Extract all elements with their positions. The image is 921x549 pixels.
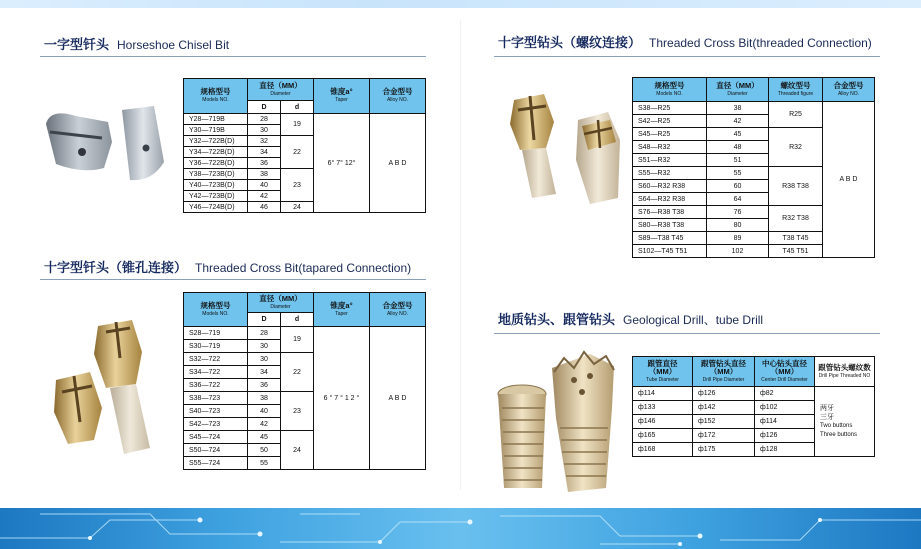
top-banner [0,0,921,8]
cell-model: Y46—724B(D) [184,202,248,213]
cell-pipe: ф142 [693,401,755,415]
cell-d-group: 24 [281,431,314,470]
cell-D: 48 [707,141,769,154]
cell-D: 34 [248,147,281,158]
cell-model: Y40—723B(D) [184,180,248,191]
header-center-diameter: 中心钻头直径 （MM） Center Drill Diameter [755,357,815,387]
cell-thread-group: R25 [769,102,823,128]
cell-model: S42—723 [184,418,248,431]
cell-model: S50—724 [184,444,248,457]
cell-model: S36—722 [184,379,248,392]
header-diameter: 直径（MM） Diameter [248,293,314,313]
cell-d-group: 23 [281,392,314,431]
chisel-title-cn: 一字型钎头 [44,38,110,53]
cell-D: 55 [707,167,769,180]
cell-D: 40 [248,405,281,418]
cell-D: 30 [248,125,281,136]
cell-model: S55—724 [184,457,248,470]
header-alloy: 合金型号 Alloy NO. [370,79,426,114]
cell-model: Y34—722B(D) [184,147,248,158]
cell-pipe: ф152 [693,415,755,429]
cell-model: S51—R32 [633,154,707,167]
cell-D: 80 [707,219,769,232]
chisel-title-rule [40,56,426,57]
chisel-spec-table [183,78,426,213]
cell-model: S34—722 [184,366,248,379]
cell-d-group: 24 [281,202,314,213]
threads-note-line: Three buttons [820,431,858,438]
cell-tube: ф165 [633,429,693,443]
header-taper: 锥度a° Taper [314,293,370,327]
cell-model: S45—R25 [633,128,707,141]
cell-thread-group: T45 T51 [769,245,823,258]
cell-d-group: 23 [281,169,314,202]
header-model: 规格型号 Models NO. [184,293,248,327]
cell-D: 45 [248,431,281,444]
subheader-D: D [248,313,281,327]
cell-d-group: 22 [281,136,314,169]
tapered-section-title [44,257,411,277]
header-diameter: 直径（MM） Diameter [248,79,314,101]
cell-model: S30—719 [184,340,248,353]
cell-model: S64—R32 R38 [633,193,707,206]
cell-model: Y28—719B [184,114,248,125]
cell-model: S38—R25 [633,102,707,115]
cell-center: ф126 [755,429,815,443]
cell-d-group: 19 [281,114,314,136]
cell-center: ф82 [755,387,815,401]
cell-threads-note [815,387,875,457]
cell-thread-group: R32 T38 [769,206,823,232]
cell-model: S32—722 [184,353,248,366]
cell-model: S55—R32 [633,167,707,180]
cell-thread-group: R38 T38 [769,167,823,206]
cell-model: S89—T38 T45 [633,232,707,245]
header-pipe-diameter: 跟管钻头直径 （MM） Drill Pipe Diameter [693,357,755,387]
cell-D: 30 [248,353,281,366]
cell-D: 46 [248,202,281,213]
cell-model: S42—R25 [633,115,707,128]
cell-d-group: 22 [281,353,314,392]
cell-pipe: ф175 [693,443,755,457]
cell-model: S60—R32 R38 [633,180,707,193]
threaded-title-rule [494,56,880,57]
header-model: 规格型号 Models NO. [184,79,248,114]
cell-D: 30 [248,340,281,353]
cell-center: ф128 [755,443,815,457]
cell-D: 42 [248,418,281,431]
cell-tube: ф168 [633,443,693,457]
cell-pipe: ф172 [693,429,755,443]
cell-pipe: ф126 [693,387,755,401]
cell-taper: 6° 7° 12° [314,114,370,213]
geo-spec-table [632,356,875,457]
cell-D: 64 [707,193,769,206]
circuit-pattern [0,508,921,549]
header-alloy: 合金型号 Alloy NO. [370,293,426,327]
threaded-title-en: Threaded Cross Bit(threaded Connection) [649,36,872,50]
chisel-title-en: Horseshoe Chisel Bit [117,38,230,52]
threaded-section-title [498,32,872,52]
cell-D: 60 [707,180,769,193]
cell-model: Y42—723B(D) [184,191,248,202]
header-diameter: 直径（MM） Diameter [707,78,769,102]
geo-title-cn: 地质钻头、跟管钻头 [498,313,616,328]
header-model: 规格型号 Models NO. [633,78,707,102]
header-alloy: 合金型号 Alloy NO. [823,78,875,102]
cross-bit-photo-tapered [50,318,170,458]
cell-model: Y32—722B(D) [184,136,248,147]
cell-thread-group: T38 T45 [769,232,823,245]
threaded-title-cn: 十字型钻头（螺纹连接） [498,36,642,51]
cell-D: 89 [707,232,769,245]
footer-circuit-band [0,508,921,549]
cell-model: S38—723 [184,392,248,405]
cell-alloy: A B D [370,114,426,213]
cell-D: 38 [248,392,281,405]
cell-D: 45 [707,128,769,141]
subheader-D: D [248,101,281,114]
cell-D: 55 [248,457,281,470]
header-thread: 螺纹型号 Threaded figure [769,78,823,102]
cell-alloy: A B D [370,327,426,470]
cell-D: 38 [707,102,769,115]
cell-model: S40—723 [184,405,248,418]
cell-D: 42 [707,115,769,128]
tapered-title-rule [40,279,426,280]
cell-center: ф102 [755,401,815,415]
geo-title-rule [494,333,880,334]
cell-thread-group: R32 [769,128,823,167]
threaded-spec-table [632,77,875,258]
cell-D: 50 [248,444,281,457]
cell-D: 36 [248,158,281,169]
tapered-title-en: Threaded Cross Bit(tapared Connection) [195,261,412,275]
cell-model: S76—R38 T38 [633,206,707,219]
cell-model: S80—R38 T38 [633,219,707,232]
threads-note-line: Two buttons [820,422,853,429]
cell-D: 28 [248,327,281,340]
cell-D: 32 [248,136,281,147]
cell-D: 28 [248,114,281,125]
page-gutter [460,20,461,490]
geo-title-en: Geological Drill、tube Drill [623,313,764,327]
cell-tube: ф146 [633,415,693,429]
cell-model: Y38—723B(D) [184,169,248,180]
header-tube-diameter: 跟管直径 （MM） Tube Diameter [633,357,693,387]
geo-section-title [498,309,763,329]
cell-D: 40 [248,180,281,191]
header-pipe-threads: 跟管钻头螺纹数 Drill Pipe Threaded NO [815,357,875,387]
cell-model: S48—R32 [633,141,707,154]
header-taper: 锥度a° Taper [314,79,370,114]
cell-D: 102 [707,245,769,258]
cell-tube: ф114 [633,387,693,401]
cell-model: Y30—719B [184,125,248,136]
cell-taper: 6 ° 7 ° 1 2 ° [314,327,370,470]
cell-D: 34 [248,366,281,379]
cell-D: 42 [248,191,281,202]
subheader-d: d [281,313,314,327]
tapered-spec-table [183,292,426,470]
cell-model: S28—719 [184,327,248,340]
chisel-bit-photo [42,102,172,192]
tapered-title-cn: 十字型钎头（锥孔连接） [44,261,188,276]
threads-note-line: 两牙 [820,404,834,412]
cell-alloy: A B D [823,102,875,258]
cell-D: 38 [248,169,281,180]
cell-d-group: 19 [281,327,314,353]
cell-model: Y36—722B(D) [184,158,248,169]
chisel-section-title [44,34,229,54]
cell-model: S45—724 [184,431,248,444]
cell-D: 76 [707,206,769,219]
subheader-d: d [281,101,314,114]
cell-D: 36 [248,379,281,392]
cross-bit-photo-threaded [500,90,625,210]
threads-note-line: 三牙 [820,413,834,421]
cell-model: S102—T45 T51 [633,245,707,258]
cell-center: ф114 [755,415,815,429]
cell-tube: ф133 [633,401,693,415]
tube-drill-photo [494,348,622,498]
cell-D: 51 [707,154,769,167]
